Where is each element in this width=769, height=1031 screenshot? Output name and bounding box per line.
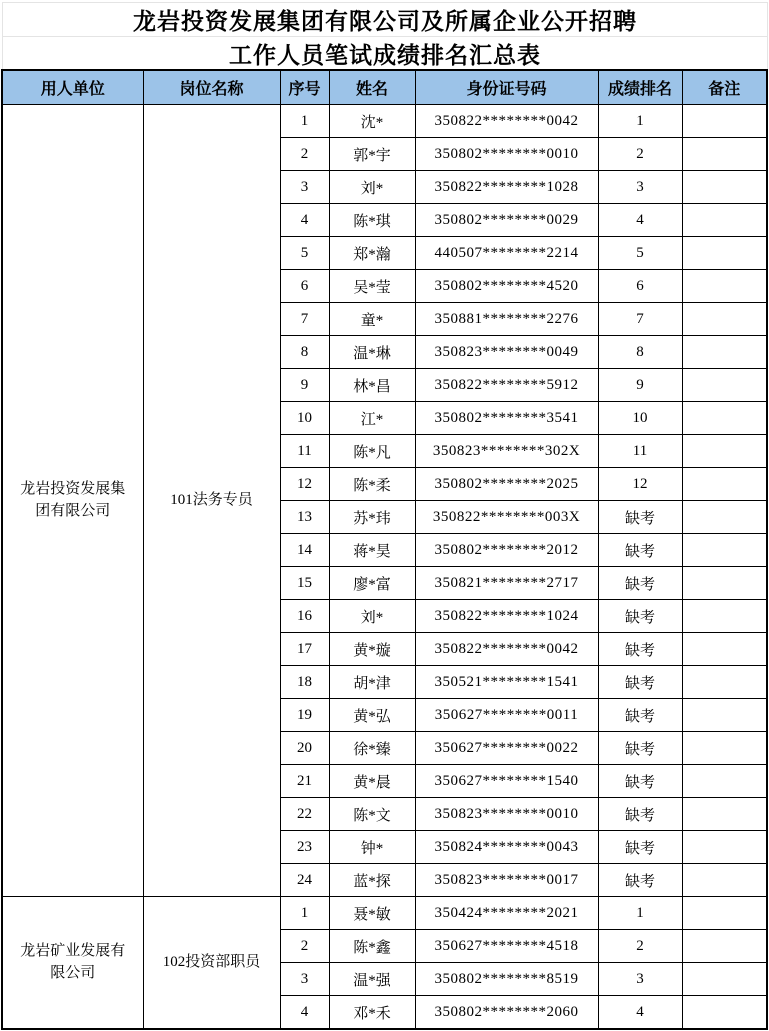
id-cell: 350881********2276: [415, 303, 598, 336]
name-cell: 黄*晨: [329, 765, 415, 798]
rank-cell: 10: [598, 402, 682, 435]
seq-cell: 14: [280, 534, 329, 567]
seq-cell: 16: [280, 600, 329, 633]
name-cell: 蒋*昊: [329, 534, 415, 567]
name-cell: 童*: [329, 303, 415, 336]
note-cell: [682, 204, 767, 237]
seq-cell: 5: [280, 237, 329, 270]
id-cell: 350802********0029: [415, 204, 598, 237]
position-cell: 102投资部职员: [143, 897, 280, 1030]
id-cell: 350424********2021: [415, 897, 598, 930]
note-cell: [682, 831, 767, 864]
name-cell: 沈*: [329, 105, 415, 138]
rank-cell: 5: [598, 237, 682, 270]
name-cell: 黄*弘: [329, 699, 415, 732]
seq-cell: 12: [280, 468, 329, 501]
note-cell: [682, 732, 767, 765]
id-cell: 350822********003X: [415, 501, 598, 534]
name-cell: 黄*璇: [329, 633, 415, 666]
header-name: 姓名: [329, 70, 415, 105]
id-cell: 350824********0043: [415, 831, 598, 864]
note-cell: [682, 105, 767, 138]
name-cell: 郑*瀚: [329, 237, 415, 270]
id-cell: 350823********0017: [415, 864, 598, 897]
rank-cell: 11: [598, 435, 682, 468]
note-cell: [682, 864, 767, 897]
note-cell: [682, 897, 767, 930]
rank-cell: 3: [598, 963, 682, 996]
name-cell: 温*琳: [329, 336, 415, 369]
seq-cell: 1: [280, 105, 329, 138]
header-note: 备注: [682, 70, 767, 105]
note-cell: [682, 402, 767, 435]
id-cell: 350822********0042: [415, 633, 598, 666]
id-cell: 350521********1541: [415, 666, 598, 699]
seq-cell: 19: [280, 699, 329, 732]
name-cell: 林*昌: [329, 369, 415, 402]
seq-cell: 2: [280, 930, 329, 963]
id-cell: 350802********2025: [415, 468, 598, 501]
rank-cell: 缺考: [598, 567, 682, 600]
id-cell: 350823********302X: [415, 435, 598, 468]
note-cell: [682, 501, 767, 534]
seq-cell: 9: [280, 369, 329, 402]
id-cell: 440507********2214: [415, 237, 598, 270]
name-cell: 聂*敏: [329, 897, 415, 930]
name-cell: 陈*鑫: [329, 930, 415, 963]
note-cell: [682, 765, 767, 798]
rank-cell: 缺考: [598, 666, 682, 699]
note-cell: [682, 303, 767, 336]
name-cell: 蓝*探: [329, 864, 415, 897]
note-cell: [682, 138, 767, 171]
header-id-number: 身份证号码: [415, 70, 598, 105]
header-employer: 用人单位: [2, 70, 143, 105]
note-cell: [682, 237, 767, 270]
id-cell: 350822********1028: [415, 171, 598, 204]
name-cell: 刘*: [329, 600, 415, 633]
seq-cell: 4: [280, 204, 329, 237]
note-cell: [682, 534, 767, 567]
note-cell: [682, 996, 767, 1030]
rank-cell: 缺考: [598, 501, 682, 534]
note-cell: [682, 369, 767, 402]
id-cell: 350823********0010: [415, 798, 598, 831]
name-cell: 徐*臻: [329, 732, 415, 765]
table-row: [2, 105, 767, 138]
page-title-line1: 龙岩投资发展集团有限公司及所属企业公开招聘: [3, 3, 767, 37]
name-cell: 陈*柔: [329, 468, 415, 501]
seq-cell: 6: [280, 270, 329, 303]
seq-cell: 24: [280, 864, 329, 897]
note-cell: [682, 567, 767, 600]
rank-cell: 缺考: [598, 864, 682, 897]
id-cell: 350627********0022: [415, 732, 598, 765]
rank-cell: 2: [598, 930, 682, 963]
rank-cell: 9: [598, 369, 682, 402]
seq-cell: 23: [280, 831, 329, 864]
seq-cell: 3: [280, 963, 329, 996]
rank-cell: 缺考: [598, 798, 682, 831]
seq-cell: 11: [280, 435, 329, 468]
seq-cell: 15: [280, 567, 329, 600]
table-row: [2, 897, 767, 930]
rank-cell: 缺考: [598, 534, 682, 567]
name-cell: 邓*禾: [329, 996, 415, 1030]
name-cell: 钟*: [329, 831, 415, 864]
rank-cell: 3: [598, 171, 682, 204]
note-cell: [682, 930, 767, 963]
seq-cell: 21: [280, 765, 329, 798]
employer-cell: 龙岩投资发展集团有限公司: [2, 105, 143, 897]
rank-cell: 缺考: [598, 699, 682, 732]
id-cell: 350802********2012: [415, 534, 598, 567]
rank-cell: 缺考: [598, 765, 682, 798]
name-cell: 陈*文: [329, 798, 415, 831]
name-cell: 江*: [329, 402, 415, 435]
id-cell: 350627********0011: [415, 699, 598, 732]
title-block: [2, 2, 768, 70]
id-cell: 350802********3541: [415, 402, 598, 435]
name-cell: 廖*富: [329, 567, 415, 600]
note-cell: [682, 435, 767, 468]
rank-cell: 4: [598, 996, 682, 1030]
id-cell: 350802********4520: [415, 270, 598, 303]
header-row: [2, 70, 767, 105]
name-cell: 吴*莹: [329, 270, 415, 303]
note-cell: [682, 666, 767, 699]
note-cell: [682, 468, 767, 501]
rank-cell: 1: [598, 105, 682, 138]
seq-cell: 3: [280, 171, 329, 204]
seq-cell: 22: [280, 798, 329, 831]
rank-cell: 8: [598, 336, 682, 369]
id-cell: 350823********0049: [415, 336, 598, 369]
name-cell: 刘*: [329, 171, 415, 204]
header-position: 岗位名称: [143, 70, 280, 105]
seq-cell: 1: [280, 897, 329, 930]
rank-cell: 缺考: [598, 831, 682, 864]
name-cell: 胡*津: [329, 666, 415, 699]
seq-cell: 18: [280, 666, 329, 699]
note-cell: [682, 798, 767, 831]
seq-cell: 7: [280, 303, 329, 336]
name-cell: 郭*宇: [329, 138, 415, 171]
seq-cell: 10: [280, 402, 329, 435]
id-cell: 350802********0010: [415, 138, 598, 171]
id-cell: 350822********5912: [415, 369, 598, 402]
id-cell: 350627********4518: [415, 930, 598, 963]
note-cell: [682, 600, 767, 633]
header-seq: 序号: [280, 70, 329, 105]
seq-cell: 4: [280, 996, 329, 1030]
id-cell: 350821********2717: [415, 567, 598, 600]
seq-cell: 17: [280, 633, 329, 666]
note-cell: [682, 270, 767, 303]
note-cell: [682, 699, 767, 732]
page-title-line2: 工作人员笔试成绩排名汇总表: [229, 43, 541, 68]
seq-cell: 20: [280, 732, 329, 765]
note-cell: [682, 336, 767, 369]
rank-cell: 12: [598, 468, 682, 501]
rank-cell: 7: [598, 303, 682, 336]
id-cell: 350802********8519: [415, 963, 598, 996]
seq-cell: 2: [280, 138, 329, 171]
id-cell: 350802********2060: [415, 996, 598, 1030]
rank-cell: 缺考: [598, 732, 682, 765]
seq-cell: 8: [280, 336, 329, 369]
note-cell: [682, 171, 767, 204]
name-cell: 陈*琪: [329, 204, 415, 237]
rank-cell: 缺考: [598, 633, 682, 666]
name-cell: 陈*凡: [329, 435, 415, 468]
employer-cell: 龙岩矿业发展有限公司: [2, 897, 143, 1030]
header-rank: 成绩排名: [598, 70, 682, 105]
note-cell: [682, 963, 767, 996]
rank-cell: 2: [598, 138, 682, 171]
rank-cell: 4: [598, 204, 682, 237]
rank-cell: 6: [598, 270, 682, 303]
rank-cell: 缺考: [598, 600, 682, 633]
seq-cell: 13: [280, 501, 329, 534]
id-cell: 350627********1540: [415, 765, 598, 798]
rank-cell: 1: [598, 897, 682, 930]
position-cell: 101法务专员: [143, 105, 280, 897]
note-cell: [682, 633, 767, 666]
score-ranking-table: [1, 69, 768, 1030]
name-cell: 温*强: [329, 963, 415, 996]
id-cell: 350822********0042: [415, 105, 598, 138]
id-cell: 350822********1024: [415, 600, 598, 633]
name-cell: 苏*玮: [329, 501, 415, 534]
